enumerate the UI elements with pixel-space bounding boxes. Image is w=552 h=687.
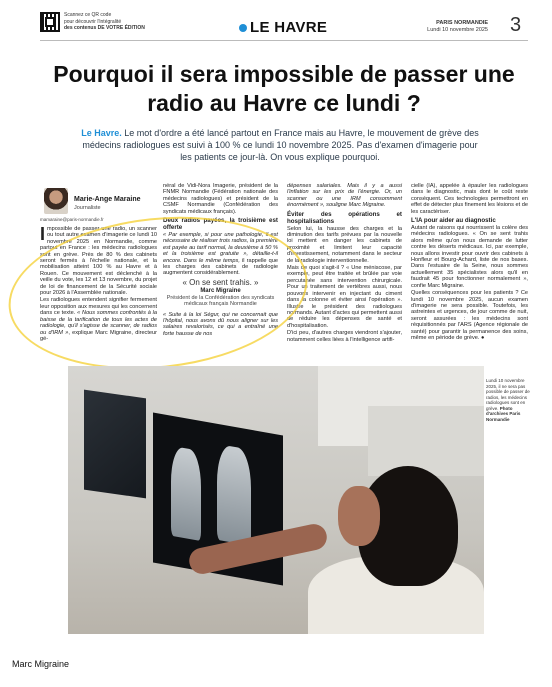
page-number: 3 bbox=[510, 14, 522, 36]
qr-line-3: des contenus DE VOTRE ÉDITION bbox=[64, 25, 145, 31]
qr-caption bbox=[64, 12, 184, 32]
edition-date: Lundi 10 novembre 2025 bbox=[427, 27, 488, 33]
article-photo[interactable] bbox=[68, 366, 484, 634]
pull-quote bbox=[163, 277, 278, 308]
paragraph-end: , explique Marc Migraine, directeur gé- bbox=[40, 329, 157, 342]
paragraph: Selon lui, la hausse des charges et la diminution des tarifs prévues par la nouvelle loi mettent en danger les cabinets de proximité et limitent leur capacité d'investissement, notamment dans le secteur de la radiologie interventionnelle. bbox=[287, 225, 402, 264]
header-divider bbox=[40, 40, 528, 41]
qr-line-1: Scannez ce QR code bbox=[64, 12, 112, 18]
pull-quote-author: Marc Migraine bbox=[200, 288, 241, 295]
section-title: LE HAVRE bbox=[250, 19, 328, 36]
paragraph: Les radiologues entendent signifier fermement leur opposition aux mesures qui les concernent dans ce texte. bbox=[40, 297, 157, 317]
pull-quote-text: « On se sent trahis. » bbox=[182, 277, 259, 287]
photo-face bbox=[338, 486, 380, 546]
paragraph: D'ici peu, d'autres charges viendront s'ajouter, notamment celles liées à l'intelligence artifi- bbox=[287, 330, 402, 343]
article-column-3 bbox=[287, 183, 402, 344]
paragraph: cielle (IA), appelée à épauler les radiologues dans le diagnostic, mais dont le coût reste conséquent. Ces technologies permettront en effet de détecter plus finement les lésions et de les caractériser. bbox=[411, 183, 528, 215]
paragraph-end: il rappelle que les charges des cabinets de radiologie augmentent considérablement. bbox=[163, 257, 278, 277]
qr-line-2: pour découvrir l'intégralité bbox=[64, 18, 122, 25]
subheading: Éviter des opérations et hospitalisations bbox=[287, 210, 402, 225]
photo-screen bbox=[84, 390, 146, 499]
quote-inline: « Nous sommes confrontés à la baisse de la tarification de tous les actes de radiologie, qu'il s'agisse de scanner, de radios ou d'IRM » bbox=[40, 310, 158, 336]
newspaper-name: PARIS NORMANDIE bbox=[436, 20, 488, 26]
caption-credit: Photo d'archives Paris Normandie bbox=[486, 405, 521, 422]
pull-quote-role: Président de la Confédération des syndicats médicaux français Normandie bbox=[166, 294, 275, 308]
author-role: Journaliste bbox=[74, 205, 101, 211]
article-column-4 bbox=[411, 183, 528, 342]
subheading: L'IA pour aider au diagnostic bbox=[411, 217, 496, 225]
lead-kicker: Le Havre. bbox=[81, 128, 122, 138]
quote-inline: « Par exemple, si pour une pathologie, il est nécessaire de réaliser trois radios, la première est payée au tarif normal, la deuxième à 50 % et la troisième est gratuite », détaille-t-il encore. Dans le même temps, bbox=[163, 232, 278, 264]
xray-hand-left bbox=[171, 446, 201, 541]
footer-label: Marc Migraine bbox=[12, 659, 70, 669]
paragraph: dépenses salariales. Mais il y a aussi l'inflation sur les prix de l'énergie. Or, un scanner ou une IRM consomment énormément », souligne Marc Migraine. bbox=[287, 183, 402, 209]
paragraph: mpossible de passer une radio, un scanner ou tout autre examen d'imagerie ce lundi 10 novembre 2025 en Normandie, comme partout en France : les médecins radiologues sont en grève. Près de 80 % des cabinets seront fermés à l'échelle nationale, et la mobilisation atteint 100 % au Havre et à Rouen. Ce mouvement est déclenché à la veille du vote, les 12 et 13 novembre, du projet de loi de financement de la Sécurité sociale pour 2026 à l'Assemblée nationale. bbox=[40, 226, 157, 297]
paragraph: Quelles conséquences pour les patients ? Ce lundi 10 novembre 2025, aucun examen d'imagerie ne sera possible. Toutefois, les astreintes et urgences, de jour comme de nuit, seront assurées : les médecins sont réquisitionnés par l'ARS (Agence régionale de santé) pour garantir la permanence des soins, même en période de grève. ● bbox=[411, 290, 528, 341]
paragraph: néral de Vidi-Nora Imagerie, président de la FNMR Normandie (Fédération nationale des médecins radiologues) et président de la CSMF Normandie (Confédération des syndicats médicaux français). bbox=[163, 183, 278, 215]
photo-board bbox=[368, 406, 484, 476]
paragraph: « Suite à la loi Ségur, qui ne concernait que l'hôpital, nous avons dû nous aligner sur les salaires revalorisés, ce qui a entraîné une forte hausse de nos bbox=[163, 311, 278, 337]
caption-text: Lundi 10 novembre 2025, il ne sera pas possible de passer de radios, les médecins radiologues sont en grève. bbox=[486, 378, 530, 411]
article-column-1 bbox=[40, 226, 157, 343]
photo-caption bbox=[486, 378, 530, 422]
article-column-2 bbox=[163, 183, 278, 338]
paragraph: Mais de quoi s'agit-il ? « Une méniscose, par exemple, peut être traitée et brûlée par voie percutanée sans intervention chirurgicale. Pour un traitement de vertébres aussi, nous pouvons intervenir en injectant du ciment dans la colonne et éviter ainsi l'opération ». Illustre le président des radiologues normands. Autant d'actes qui permettent aussi de réduire les dépenses de santé et d'hospitalisation. bbox=[287, 265, 402, 329]
headline: Pourquoi il sera impossible de passer une radio au Havre ce lundi ? bbox=[53, 61, 515, 116]
author-email[interactable]: mamaraine@paris-normandie.fr bbox=[40, 217, 104, 222]
qr-code[interactable] bbox=[40, 12, 60, 32]
author-name: Marie-Ange Maraine bbox=[74, 196, 141, 203]
section-dot-icon bbox=[239, 24, 247, 32]
paragraph: Autant de raisons qui nourrissent la colère des médecins radiologues. « On se sent trahis alors même qu'on nous demande de lutter contre les déserts médicaux. Ici, par exemple, nous allons investir pour ouvrir des cabinets à Honfleur et Bourg-Achard, liste de nos bases. Dans l'estuaire de la Seine, nous sommes actuellement 35 spécialistes alors qu'il en faudrait 45 pour fonctionner normalement », confie Marc Migraine. bbox=[411, 225, 528, 289]
subheading: Deux radios payées, la troisième est offerte bbox=[163, 217, 278, 232]
edition-info bbox=[424, 20, 488, 34]
author-avatar bbox=[44, 188, 68, 214]
lead-paragraph bbox=[80, 127, 480, 163]
lead-text: Le mot d'ordre a été lancé partout en France mais au Havre, le mouvement de grève des médecins radiologues est suivi à 100 % ce lundi 10 novembre 2025. Pas d'examen d'imagerie pour les patients ce jour-là. On vous explique pourquoi. bbox=[82, 128, 479, 162]
drop-cap: I bbox=[40, 224, 46, 244]
xray-hand-right bbox=[217, 444, 251, 546]
